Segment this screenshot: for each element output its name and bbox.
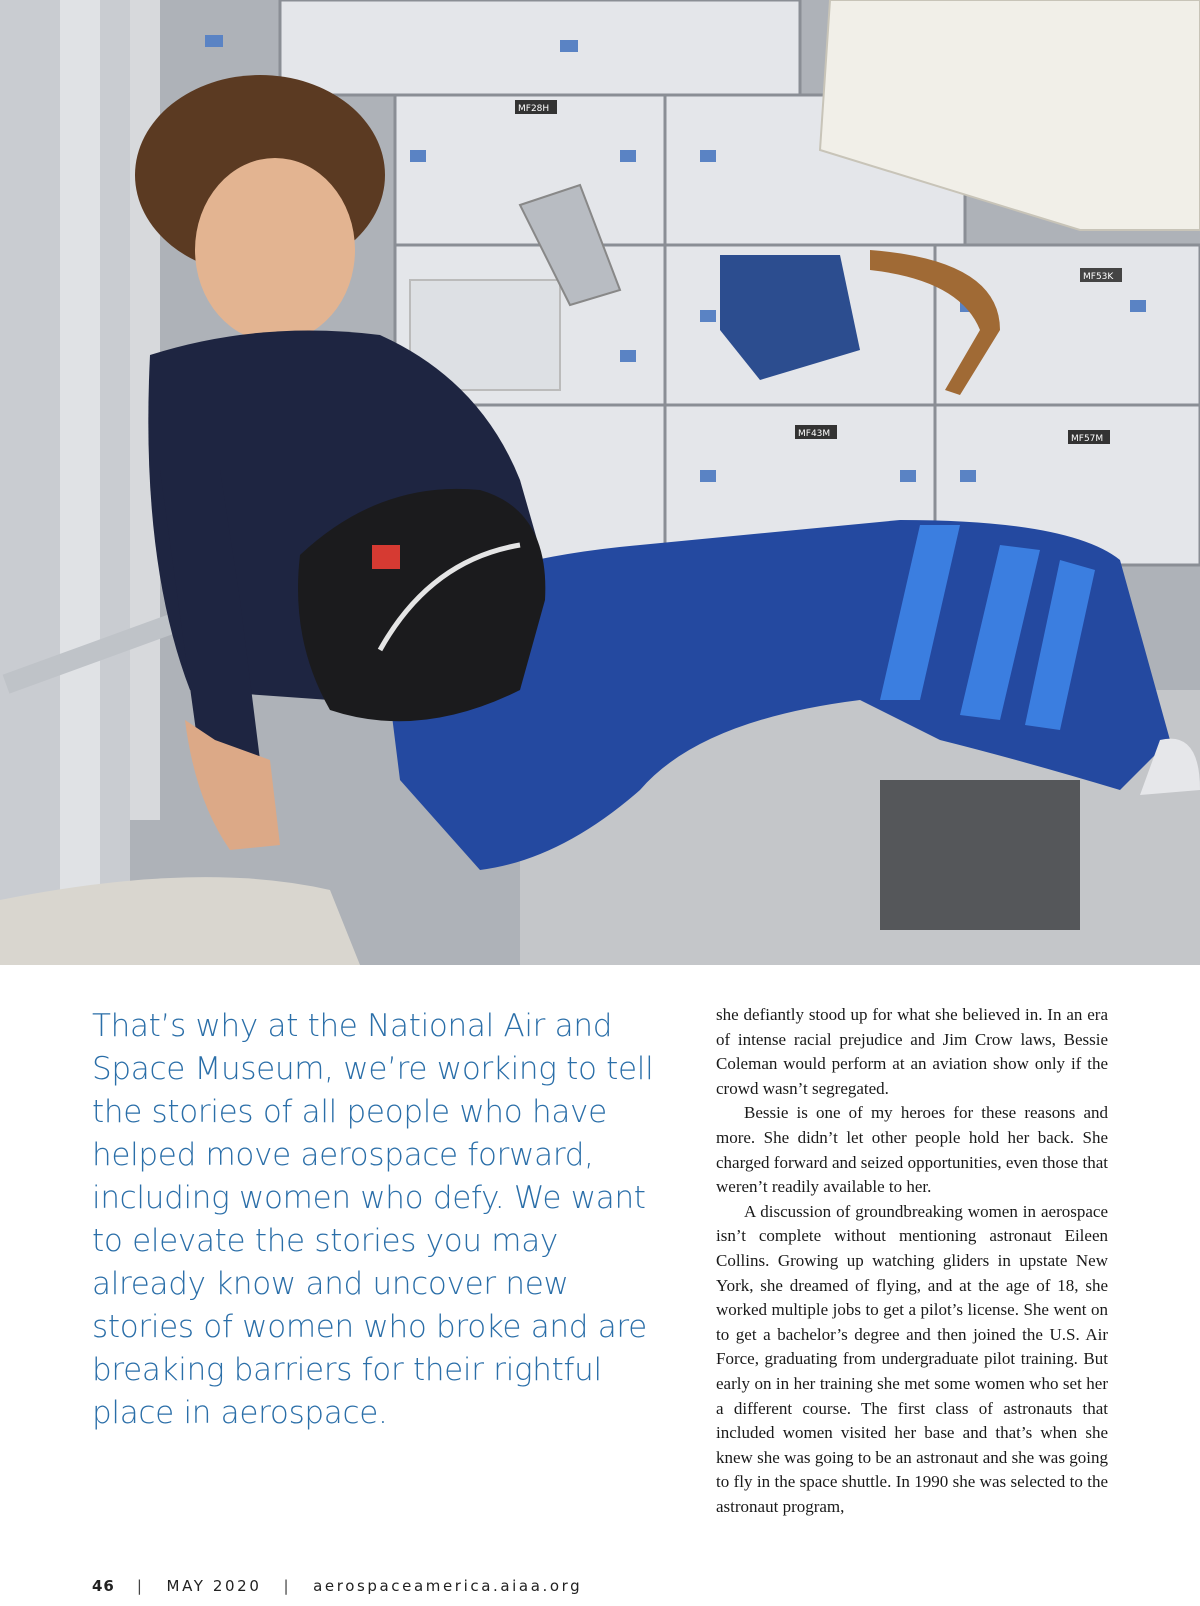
panel-label-mf53k: MF53K xyxy=(1083,272,1114,282)
pull-quote: That’s why at the National Air and Space Museum, we’re working to tell the stories of all people who have helped move aerospace forward, including women who defy. We want to elevate the stories you may already know and uncover new stories of women who broke and are breaking barriers for their rightful place in aerospace. xyxy=(92,1008,654,1431)
website-link[interactable]: aerospaceamerica.aiaa.org xyxy=(313,1577,583,1595)
panel-label-mf57m: MF57M xyxy=(1071,434,1104,444)
panel-label-mf28h: MF28H xyxy=(518,104,550,114)
body-paragraph: she defiantly stood up for what she believed in. In an era of intense racial prejudice and Jim Crow laws, Bessie Coleman would perform at an aviation show only if the crowd wasn’t segregated. xyxy=(716,1005,1108,1098)
issue-date: MAY 2020 xyxy=(166,1577,262,1595)
body-paragraph: A discussion of groundbreaking women in aerospace isn’t complete without mentioning astronaut Eileen Collins. Growing up watching gliders in upstate New York, she dreamed of flying, and at the age of 18, she worked multiple jobs to get a pilot’s license. She went on to get a bachelor’s degree and then joined the U.S. Air Force, graduating from undergraduate pilot training. But early on in her training she met some women who set her a different course. The first class of astronauts that included women visited her base and that’s when she knew she was going to be an astronaut and she was going to fly in the space shuttle. In 1990 she was selected to the astronaut program, xyxy=(716,1201,1108,1516)
footer-separator: | xyxy=(136,1577,145,1595)
body-paragraph: Bessie is one of my heroes for these reasons and more. She didn’t let other people hold her back. She charged forward and seized opportunities, even those that weren’t readily available to her. xyxy=(716,1103,1108,1197)
page-number: 46 xyxy=(92,1577,115,1595)
page-footer xyxy=(92,1576,582,1596)
footer-separator: | xyxy=(283,1577,292,1595)
panel-label-mf43m: MF43M xyxy=(798,429,831,439)
article-body xyxy=(716,1003,1108,1519)
